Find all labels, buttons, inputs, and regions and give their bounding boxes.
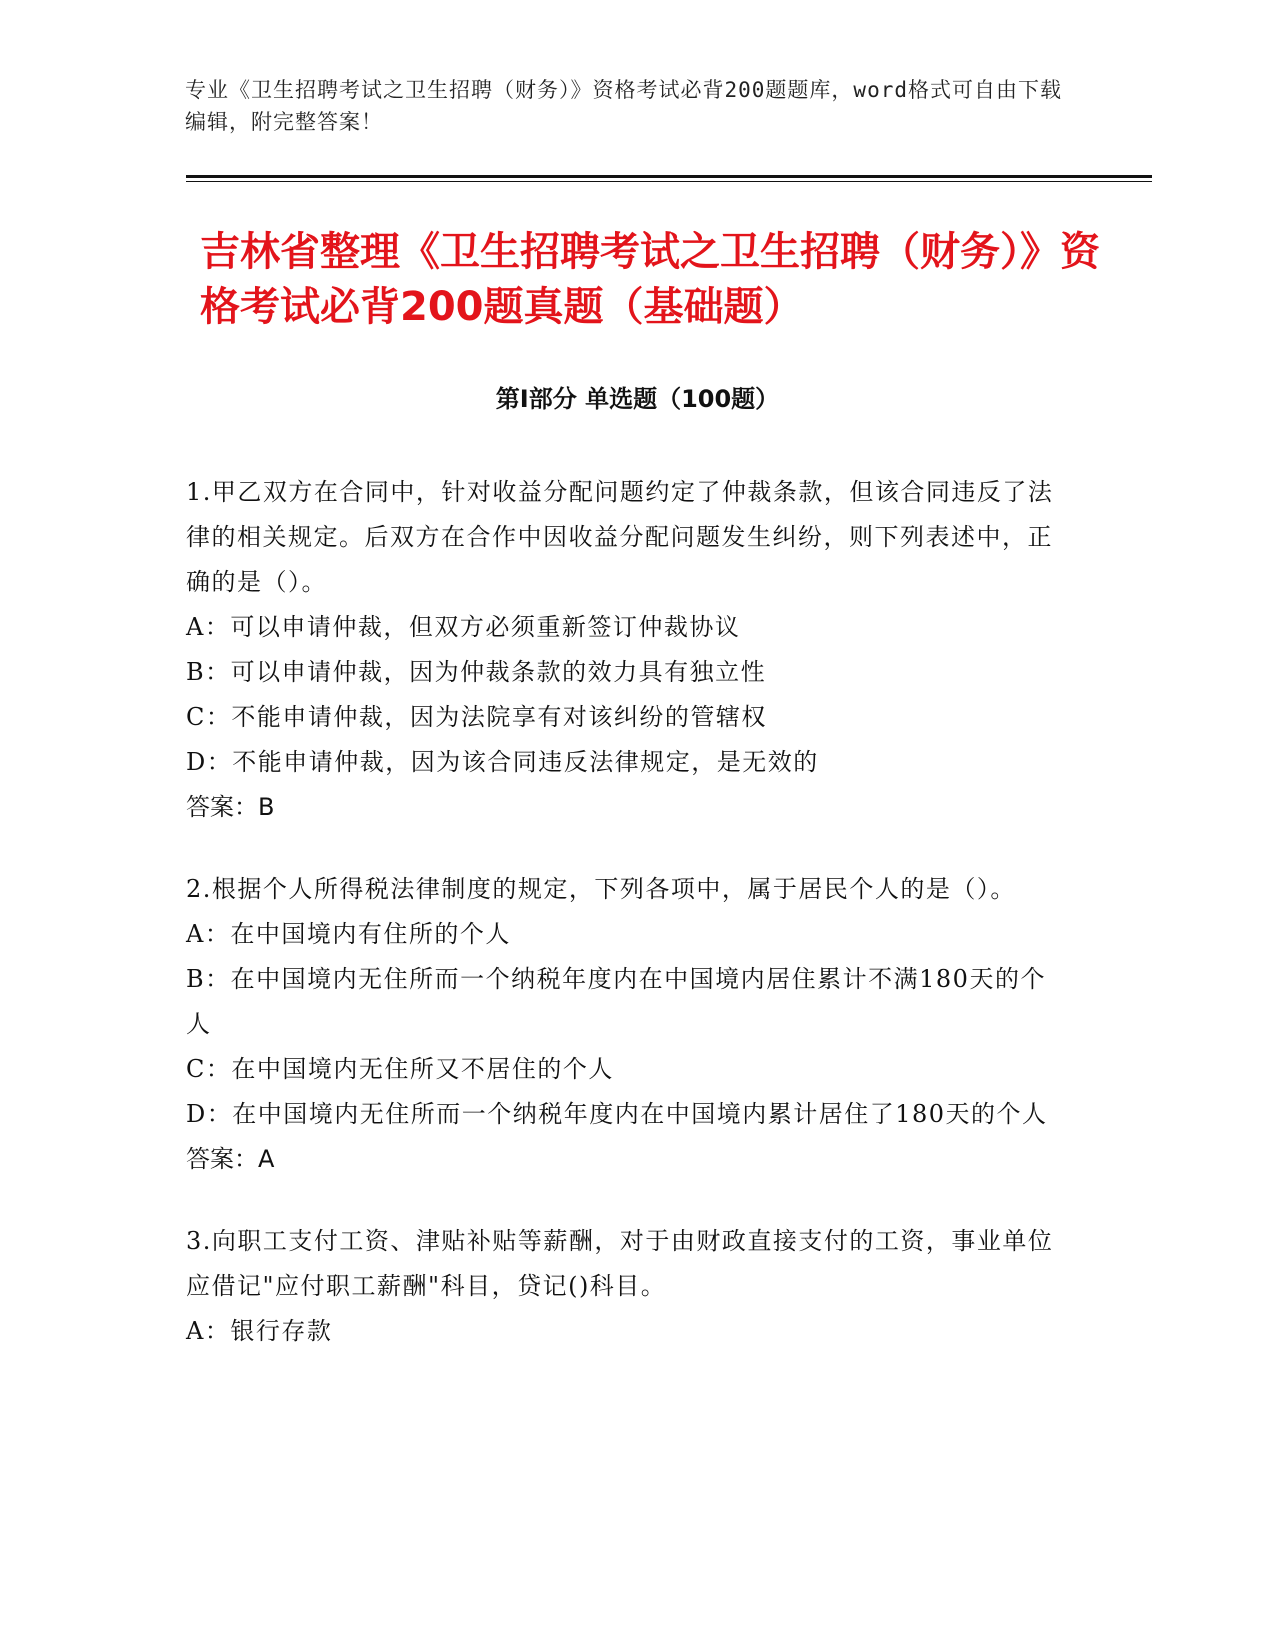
document-title: 吉林省整理《卫生招聘考试之卫生招聘（财务）》资格考试必背200题真题（基础题） [200,229,1100,330]
question-3 [186,1219,1066,1354]
header-divider-thin [186,181,1152,182]
option-d: D：在中国境内无住所而一个纳税年度内在中国境内累计居住了180天的个人 [186,1100,1048,1128]
header-divider-thick [186,175,1152,178]
answer-line: 答案：B [186,793,275,821]
section-title: 第Ⅰ部分 单选题（100题） [495,385,780,413]
question-stem: 3.向职工支付工资、津贴补贴等薪酬，对于由财政直接支付的工资，事业单位应借记"应付职工薪酬"科目，贷记()科目。 [186,1227,1054,1300]
question-stem: 2.根据个人所得税法律制度的规定，下列各项中，属于居民个人的是（）。 [186,875,1016,903]
option-b: B：在中国境内无住所而一个纳税年度内在中国境内居住累计不满180天的个人 [186,965,1046,1038]
question-list [186,470,1066,1391]
option-c: C：在中国境内无住所又不居住的个人 [186,1055,614,1083]
option-a: A：可以申请仲裁，但双方必须重新签订仲裁协议 [186,613,741,641]
header-note: 专业《卫生招聘考试之卫生招聘（财务）》资格考试必背200题题库，word格式可自由下载编辑，附完整答案！ [185,78,1062,134]
answer-line: 答案：A [186,1145,275,1173]
question-2 [186,867,1066,1182]
option-b: B：可以申请仲裁，因为仲裁条款的效力具有独立性 [186,658,767,686]
question-1 [186,470,1066,830]
option-a: A：在中国境内有住所的个人 [186,920,511,948]
question-stem: 1.甲乙双方在合同中，针对收益分配问题约定了仲裁条款，但该合同违反了法律的相关规定。后双方在合作中因收益分配问题发生纠纷，则下列表述中，正确的是（）。 [186,478,1054,596]
option-d: D：不能申请仲裁，因为该合同违反法律规定，是无效的 [186,748,819,776]
option-a: A：银行存款 [186,1317,333,1345]
option-c: C：不能申请仲裁，因为法院享有对该纠纷的管辖权 [186,703,767,731]
